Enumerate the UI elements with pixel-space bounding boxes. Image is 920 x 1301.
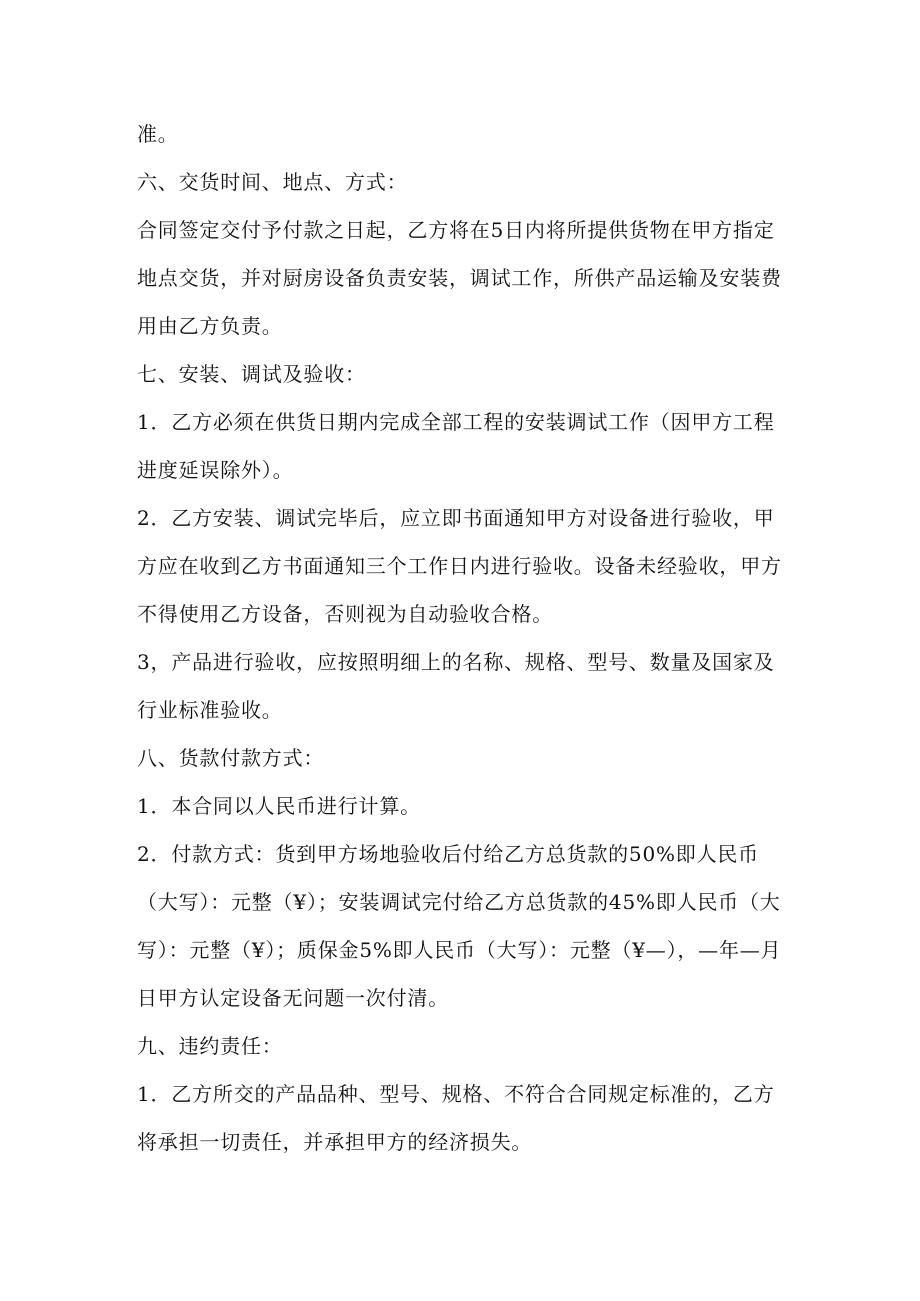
document-body: [137, 110, 787, 1166]
paragraph-installation-2: 2．乙方安装、调试完毕后，应立即书面通知甲方对设备进行验收，甲方应在收到乙方书面通知三个工作日内进行验收。设备未经验收，甲方不得使用乙方设备，否则视为自动验收合格。: [137, 506, 782, 626]
paragraph-liability-1: 1．乙方所交的产品品种、型号、规格、不符合合同规定标准的，乙方将承担一切责任，并承担甲方的经济损失。: [137, 1082, 775, 1154]
paragraph-payment-1: 1．本合同以人民币进行计算。: [137, 794, 421, 818]
paragraph-installation-1: 1．乙方必须在供货日期内完成全部工程的安装调试工作（因甲方工程进度延误除外）。: [137, 410, 775, 482]
section-heading-liability: 九、违约责任：: [137, 1034, 283, 1058]
paragraph-installation-3: 3，产品进行验收，应按照明细上的名称、规格、型号、数量及国家及行业标准验收。: [137, 650, 775, 722]
paragraph-continuation: 准。: [137, 122, 179, 146]
paragraph-delivery: 合同签定交付予付款之日起，乙方将在5日内将所提供货物在甲方指定地点交货，并对厨房设备负责安装，调试工作，所供产品运输及安装费用由乙方负责。: [137, 218, 782, 338]
section-heading-delivery: 六、交货时间、地点、方式：: [137, 170, 408, 194]
section-heading-installation: 七、安装、调试及验收：: [137, 362, 366, 386]
section-heading-payment: 八、货款付款方式：: [137, 746, 325, 770]
paragraph-payment-2: 2．付款方式：货到甲方场地验收后付给乙方总货款的50%即人民币（大写）：元整（¥）；安装调试完付给乙方总货款的45%即人民币（大写）：元整（¥）；质保金5%即人民币（大写）：元整（¥—），—年—月日甲方认定设备无问题一次付清。: [137, 842, 782, 1010]
